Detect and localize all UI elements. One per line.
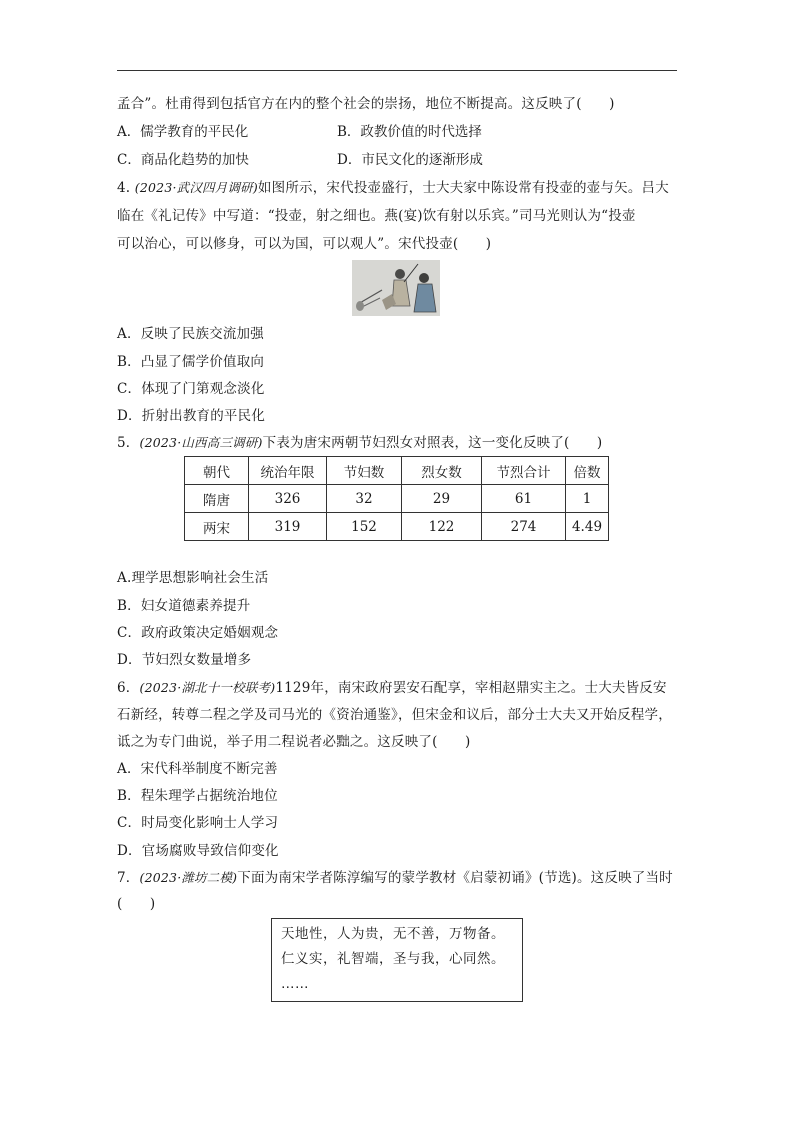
q6-source: (2023·湖北十一校联考): [139, 680, 276, 695]
q5-option-d[interactable]: D．节妇烈女数量增多: [117, 652, 252, 668]
option-a[interactable]: A．儒学教育的平民化: [117, 124, 249, 140]
q4-option-c[interactable]: C．体现了门第观念淡化: [117, 381, 265, 397]
touhu-illustration: [352, 260, 440, 316]
table-cell: 32: [327, 485, 402, 513]
q7-stem-line-2: ( ): [117, 896, 156, 912]
quote-line: 仁义实，礼智端，圣与我，心同然。: [281, 951, 505, 967]
table-cell: 319: [249, 513, 327, 541]
header-rule: [117, 70, 677, 71]
q5-stem: [117, 433, 677, 453]
quote-line: 天地性，人为贵，无不善，万物备。: [281, 926, 505, 942]
q4-stem-line-2: 临在《礼记传》中写道：“投壶，射之细也。燕(宴)饮有射以乐宾。”司马光则认为“投壶: [117, 208, 636, 224]
q7-stem-line-1: [117, 868, 677, 888]
q5-stem-text: 下表为唐宋两朝节妇烈女对照表，这一变化反映了( ): [262, 435, 603, 451]
table-header-cell: 节妇数: [327, 457, 402, 485]
q5-option-b[interactable]: B．妇女道德素养提升: [117, 598, 251, 614]
table-row: [185, 513, 609, 541]
q6-stem-line-2: 石新经，转尊二程之学及司马光的《资治通鉴》，但宋金和议后，部分士大夫又开始反程学，: [117, 707, 672, 723]
question-stem-continued: 孟合”。杜甫得到包括官方在内的整个社会的崇扬，地位不断提高。这反映了( ): [117, 96, 615, 112]
q4-stem-line-3: 可以治心，可以修身，可以为国，可以观人”。宋代投壶( ): [117, 236, 492, 252]
table-header-cell: 倍数: [566, 457, 609, 485]
comparison-table: [184, 456, 609, 541]
q6-stem-line-1: [117, 678, 677, 698]
touhu-illustration-svg: [352, 260, 440, 316]
table-cell: 4.49: [566, 513, 609, 541]
q5-option-a[interactable]: A.理学思想影响社会生活: [117, 570, 269, 586]
table-header-cell: 节烈合计: [482, 457, 566, 485]
q6-number: 6．: [117, 680, 140, 696]
option-b[interactable]: B．政教价值的时代选择: [337, 124, 482, 140]
q4-line1-text: 如图所示，宋代投壶盛行，士大夫家中陈设常有投壶的壶与矢。吕大: [257, 180, 669, 196]
q6-option-c[interactable]: C．时局变化影响士人学习: [117, 815, 279, 831]
q4-number: 4.: [117, 180, 131, 196]
q4-option-a[interactable]: A．反映了民族交流加强: [117, 326, 264, 342]
table-header-cell: 烈女数: [402, 457, 482, 485]
q6-option-a[interactable]: A．宋代科举制度不断完善: [117, 761, 278, 777]
q7-line1-text: 下面为南宋学者陈淳编写的蒙学教材《启蒙初诵》(节选)。这反映了当时: [237, 870, 673, 886]
q6-stem-line-3: 诋之为专门曲说，举子用二程说者必黜之。这反映了( ): [117, 734, 471, 750]
q6-line1-text: 1129年，南宋政府罢安石配享，宰相赵鼎实主之。士大夫皆反安: [275, 680, 667, 696]
table-header-row: [185, 457, 609, 485]
q4-option-b[interactable]: B．凸显了儒学价值取向: [117, 354, 265, 370]
table-cell: 两宋: [185, 513, 249, 541]
option-d[interactable]: D．市民文化的逐渐形成: [337, 152, 483, 168]
table-cell: 152: [327, 513, 402, 541]
q4-stem-line-1: [117, 178, 677, 198]
table-cell: 122: [402, 513, 482, 541]
q5-source: (2023·山西高三调研): [139, 435, 263, 450]
q7-source: (2023·潍坊二模): [139, 870, 238, 885]
table-cell: 29: [402, 485, 482, 513]
table-header-cell: 统治年限: [249, 457, 327, 485]
q5-number: 5．: [117, 435, 140, 451]
q4-option-d[interactable]: D．折射出教育的平民化: [117, 408, 266, 424]
q6-option-b[interactable]: B．程朱理学占据统治地位: [117, 788, 278, 804]
table-cell: 274: [482, 513, 566, 541]
table-cell: 隋唐: [185, 485, 249, 513]
q5-option-c[interactable]: C．政府政策决定婚姻观念: [117, 625, 279, 641]
table-cell: 326: [249, 485, 327, 513]
q4-source: (2023·武汉四月调研): [134, 180, 258, 195]
table-cell: 1: [566, 485, 609, 513]
q7-number: 7．: [117, 870, 140, 886]
q6-option-d[interactable]: D．官场腐败导致信仰变化: [117, 843, 279, 859]
table-row: [185, 485, 609, 513]
table-cell: 61: [482, 485, 566, 513]
quote-line: ……: [281, 976, 309, 992]
table-header-cell: 朝代: [185, 457, 249, 485]
option-c[interactable]: C．商品化趋势的加快: [117, 152, 249, 168]
quote-box: [271, 918, 523, 1002]
